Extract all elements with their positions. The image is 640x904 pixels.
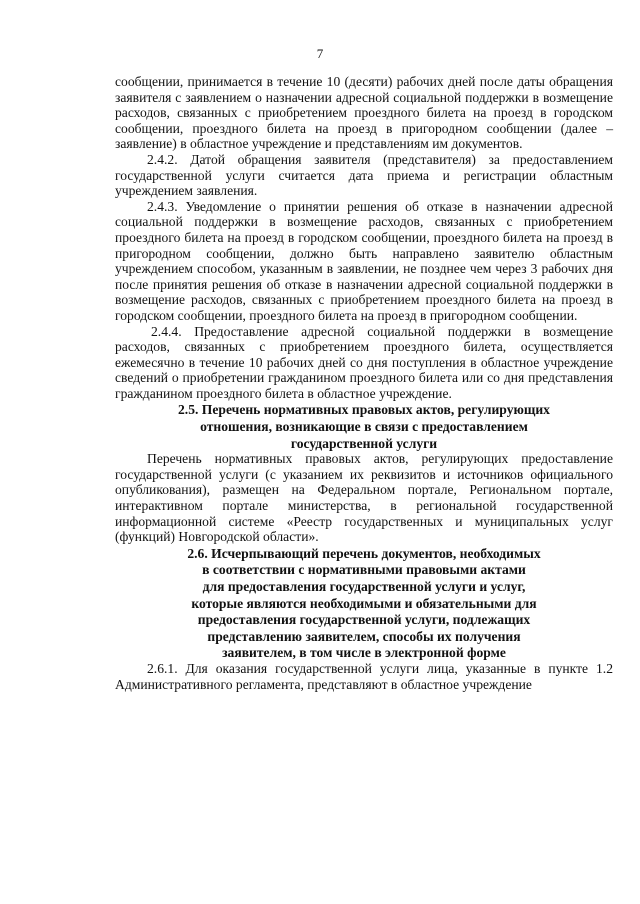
heading-line: в соответствии с нормативными правовыми актами (202, 562, 526, 578)
document-body (115, 74, 613, 692)
heading-line: для предоставления государственной услуги и услуг, (202, 579, 526, 594)
heading-line: 2.6. Исчерпывающий перечень документов, необходимых (187, 545, 541, 561)
paragraph-2-5: Перечень нормативных правовых актов, регулирующих предоставление государственной услуги (с указанием их реквизитов и источников официального опубликования), размещен на Федеральном портале, Региональном портале, интерактивном портале министерства, в региональной государственной информационной системе «Реестр государственных и муниципальных услуг (функций) Новгородской области». (115, 451, 613, 545)
paragraph-2-6-1: 2.6.1. Для оказания государственной услуги лица, указанные в пункте 1.2 Административного регламента, представляют в областное учреждение (115, 660, 613, 692)
heading-2-5 (115, 402, 613, 451)
heading-line: государственной услуги (290, 435, 438, 451)
paragraph-2-4-4: 2.4.4. Предоставление адресной социальной поддержки в возмещение расходов, связанных с приобретением проездного билета, осуществляется ежемесячно в течение 10 рабочих дней со дня поступления в областное учреждение сведений о приобретении гражданином проездного билета или со дня представления гражданином проездного билета в областное учреждение. (115, 323, 613, 401)
heading-line: заявителем, в том числе в электронной форме (222, 645, 506, 661)
page-number: 7 (316, 46, 324, 61)
heading-line: отношения, возникающие в связи с предоставлением (200, 419, 528, 435)
heading-line: предоставления государственной услуги, подлежащих (197, 612, 531, 628)
heading-line: которые являются необходимыми и обязательными для (191, 595, 537, 611)
heading-line: 2.5. Перечень нормативных правовых актов, регулирующих (178, 402, 550, 418)
heading-line: представлению заявителем, способы их получения (207, 628, 521, 644)
heading-2-6 (115, 546, 613, 661)
paragraph-continuation: сообщении, принимается в течение 10 (десяти) рабочих дней после даты обращения заявителя с заявлением о назначении адресной социальной поддержки в возмещение расходов, связанных с приобретением проездного билета на проезд в городском сообщении, проездного билета на проезд в пригородном сообщении (далее – заявление) в областное учреждение и представлениям им документов. (115, 74, 613, 152)
paragraph-2-4-2: 2.4.2. Датой обращения заявителя (представителя) за предоставлением государственной услуги считается дата приема и регистрации областным учреждением заявления. (115, 151, 613, 199)
paragraph-2-4-3: 2.4.3. Уведомление о принятии решения об отказе в назначении адресной социальной поддержки в возмещение расходов, связанных с приобретением проездного билета на проезд в городском сообщении, проездного билета на проезд в пригородном сообщении, должно быть направлено заявителю областным учреждением способом, указанным в заявлении, не позднее чем через 3 рабочих дня после принятия решения об отказе в назначении адресной социальной поддержки в возмещение расходов, связанных с приобретением проездного билета на проезд в городском сообщении, проездного билета на проезд в пригородном сообщении. (115, 198, 613, 323)
